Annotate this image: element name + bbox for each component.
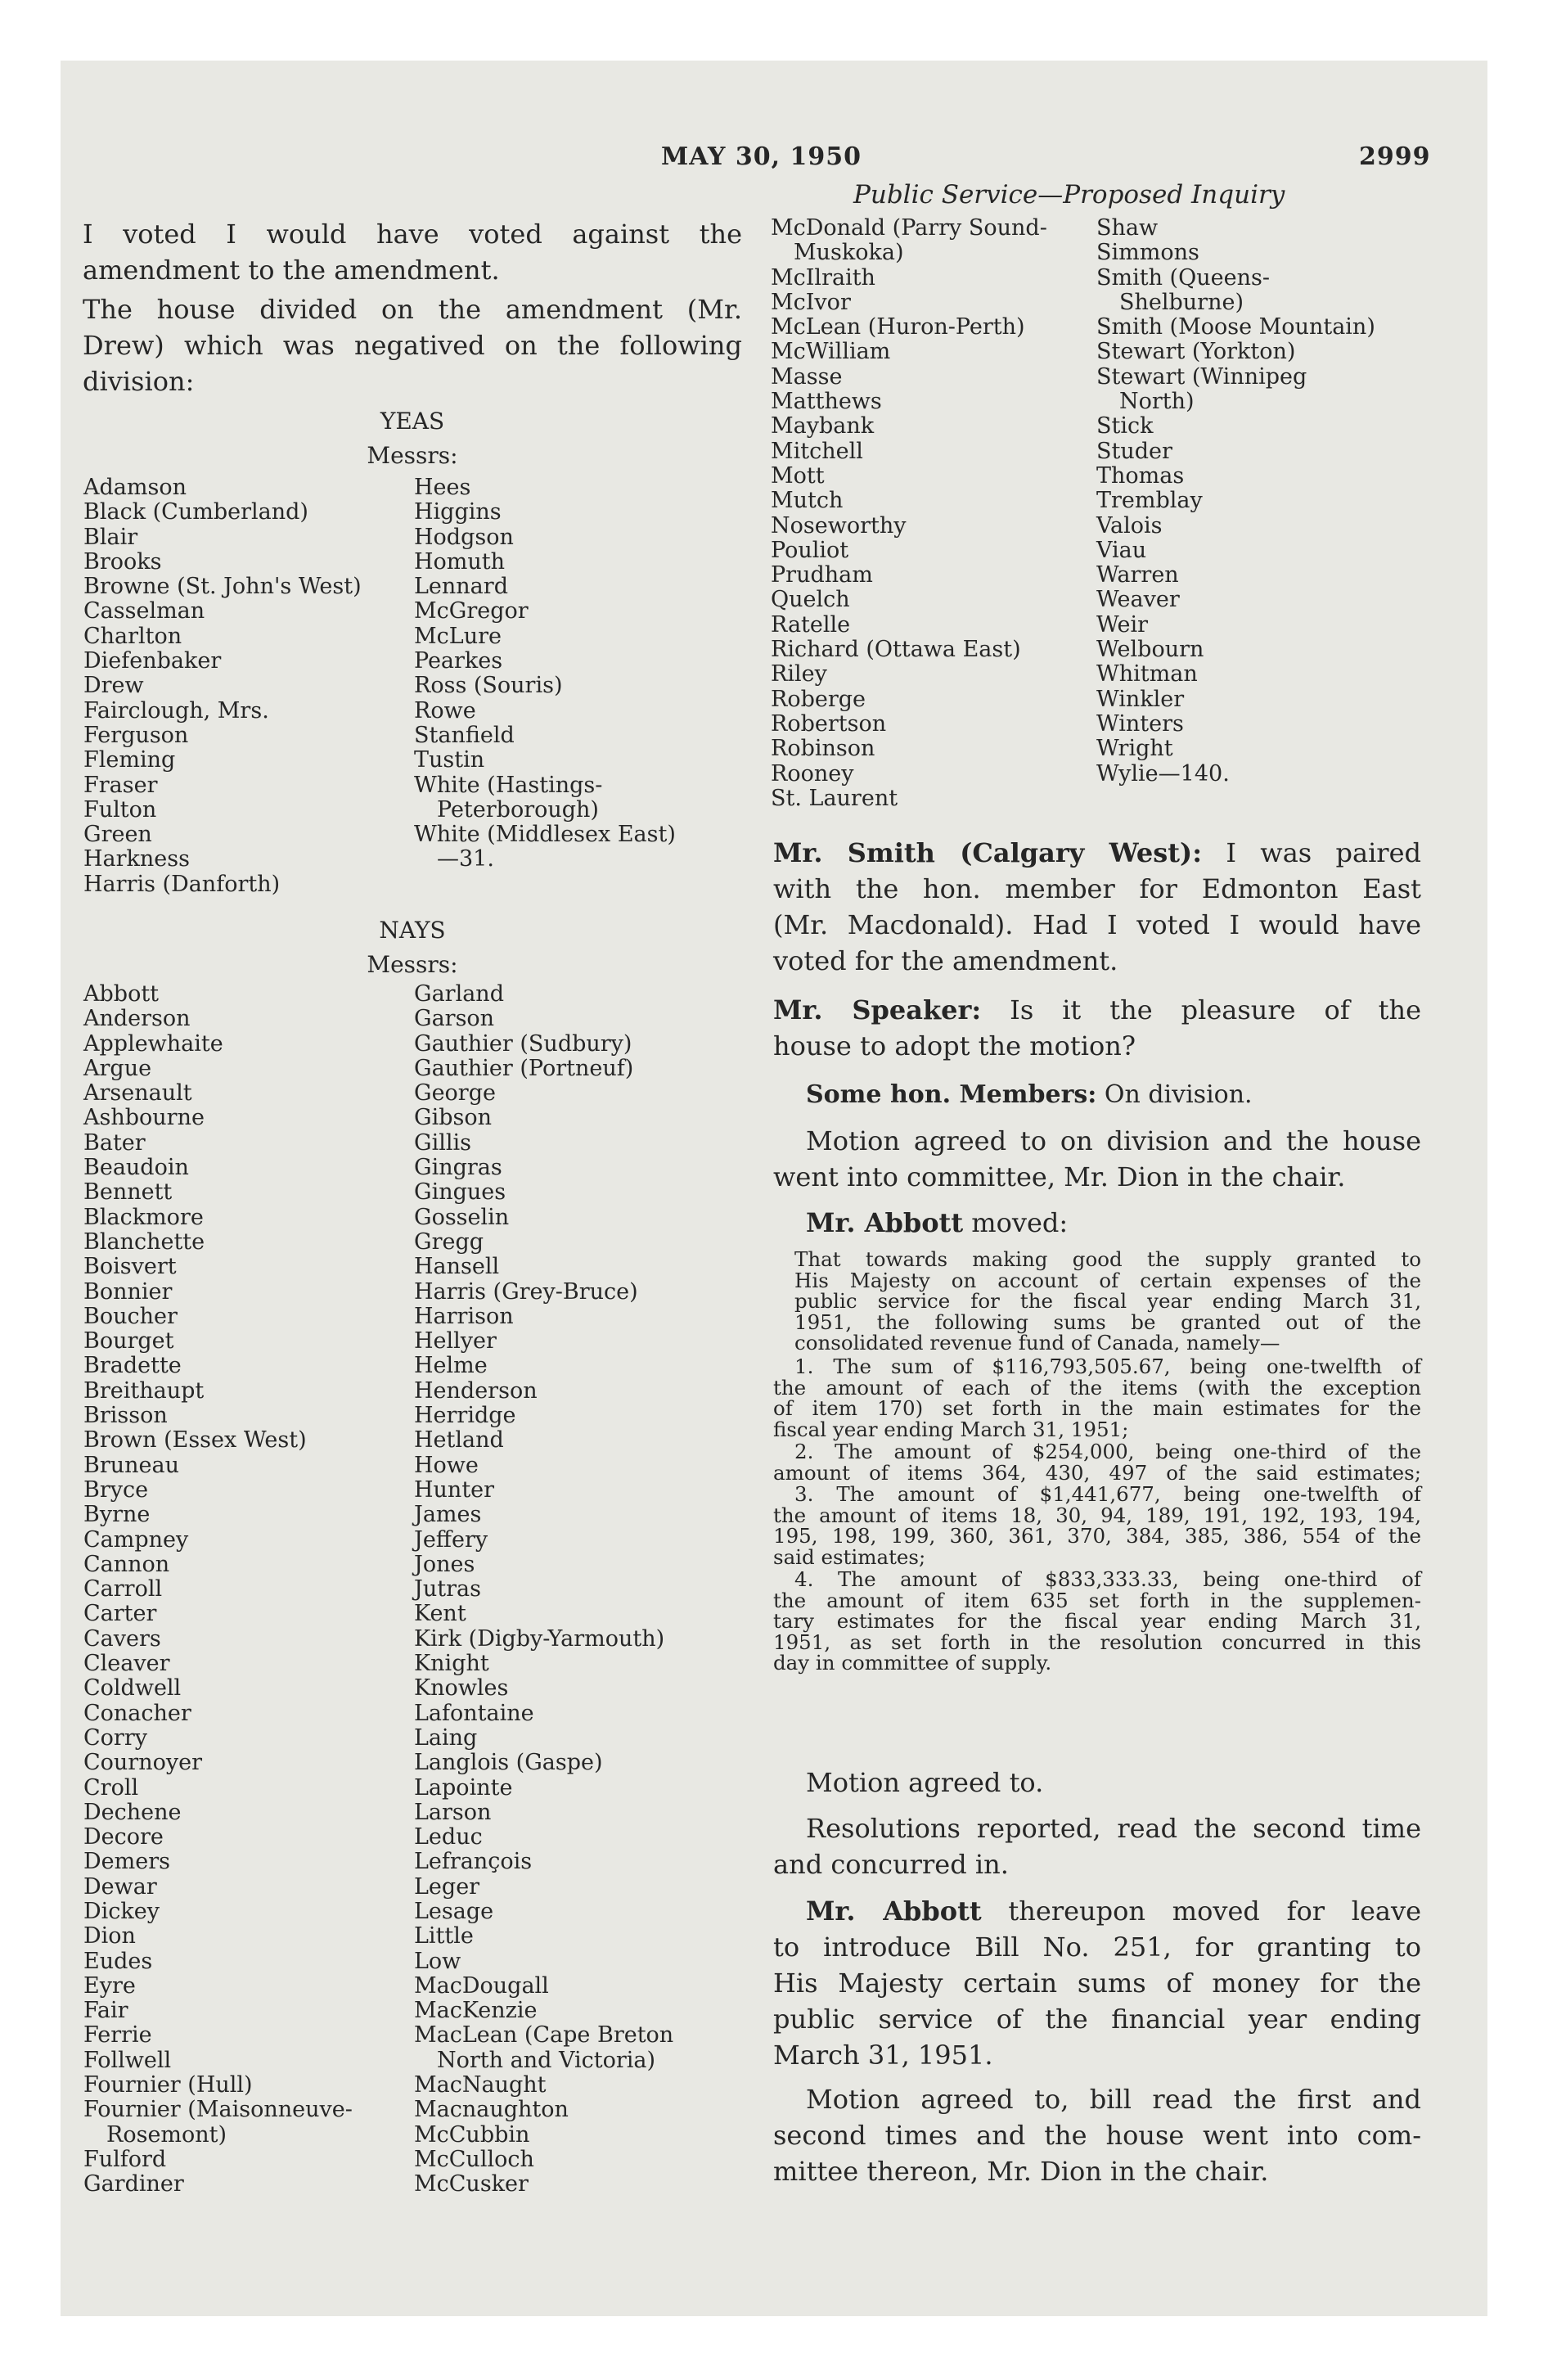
member-name: Knowles (414, 1675, 509, 1702)
yeas-heading: YEAS (380, 408, 445, 435)
member-name: Welbourn (1096, 637, 1204, 663)
member-name: Bonnier (83, 1278, 173, 1305)
member-name: Cavers (83, 1625, 161, 1652)
member-name: Mitchell (771, 438, 863, 464)
member-name: Winters (1096, 710, 1184, 737)
member-name: Valois (1096, 512, 1163, 539)
intro-paragraph (83, 216, 742, 288)
member-name: Corry (83, 1724, 147, 1751)
member-name: Lennard (414, 574, 508, 600)
speaker-line-1 (773, 992, 1421, 1028)
member-name: Brisson (83, 1403, 168, 1429)
member-name: Green (83, 822, 152, 848)
resolutions-line-1: Resolutions reported, read the second time (806, 1813, 1421, 1844)
member-name: Winkler (1096, 686, 1185, 712)
member-name: Stick (1096, 413, 1154, 439)
member-name: Dechene (83, 1799, 182, 1825)
resolution-intro-line: public service for the fiscal year ending March 31, (794, 1289, 1421, 1313)
nays-list-col3 (771, 216, 1047, 811)
speaker-paragraph (773, 992, 1421, 1064)
smith-line-1 (773, 835, 1421, 871)
member-name: —31. (437, 846, 494, 872)
nays-list-col2 (414, 982, 673, 2197)
member-name: Roberge (771, 686, 866, 712)
member-name: Campney (83, 1526, 189, 1553)
member-name: Ferrie (83, 2022, 152, 2049)
resolution-item-1 (773, 1356, 1421, 1440)
member-name: Gauthier (Sudbury) (414, 1030, 632, 1057)
member-name: Ratelle (771, 611, 851, 638)
member-name: Shaw (1096, 215, 1159, 241)
member-name: Gingras (414, 1155, 502, 1181)
resolution-item-line: 2. The amount of $254,000, being one-third of the (794, 1440, 1421, 1463)
member-name: Applewhaite (83, 1030, 223, 1057)
member-name: Homuth (414, 548, 506, 575)
member-name: Ross (Souris) (414, 673, 563, 699)
member-name: Hellyer (414, 1328, 497, 1355)
member-name: Fournier (Hull) (83, 2072, 253, 2098)
member-name: Conacher (83, 1700, 191, 1726)
member-name: Henderson (414, 1377, 538, 1404)
member-name: Leduc (414, 1824, 483, 1850)
nays-list-col1 (83, 982, 353, 2197)
member-name: Masse (771, 363, 843, 390)
speaker-line-2: house to adopt the motion? (773, 1030, 1136, 1062)
motion-agreed: Motion agreed to. (806, 1767, 1044, 1798)
yeas-list-right (414, 476, 676, 872)
resolution-intro (794, 1249, 1421, 1354)
resolution-item-line: day in committee of supply. (773, 1651, 1052, 1675)
member-name: Stewart (Yorkton) (1096, 339, 1296, 365)
member-name: Bennett (83, 1179, 173, 1206)
member-name: McIvor (771, 289, 851, 315)
member-name: Cournoyer (83, 1750, 202, 1776)
abbott-speaker: Mr. Abbott (806, 1207, 964, 1238)
member-name: Jutras (414, 1576, 481, 1602)
member-name: Fairclough, Mrs. (83, 697, 269, 723)
resolution-item-line: 3. The amount of $1,441,677, being one-twelfth of (794, 1482, 1421, 1506)
member-name: Boucher (83, 1303, 178, 1329)
page-number: 2999 (1359, 142, 1431, 171)
member-name: Cleaver (83, 1651, 170, 1677)
member-name: MacLean (Cape Breton (414, 2022, 674, 2049)
member-name: Jones (414, 1551, 475, 1577)
member-name: Casselman (83, 598, 205, 624)
division-line-3: division: (83, 366, 195, 397)
member-name: Mott (771, 462, 825, 489)
member-name: Byrne (83, 1502, 151, 1528)
member-name: MacDougall (414, 1972, 549, 1999)
member-name: Browne (St. John's West) (83, 574, 362, 600)
member-name: Fraser (83, 772, 158, 798)
member-name: Herridge (414, 1403, 516, 1429)
member-name: Leger (414, 1873, 480, 1900)
member-name: Arsenault (83, 1080, 192, 1107)
yeas-messrs: Messrs: (367, 442, 458, 469)
member-name: Wright (1096, 736, 1173, 762)
member-name: Gauthier (Portneuf) (414, 1055, 634, 1081)
member-name: Robertson (771, 710, 887, 737)
intro-line-2: amendment to the amendment. (83, 255, 500, 286)
member-name: McCubbin (414, 2121, 530, 2148)
resolution-item-line: said estimates; (773, 1544, 926, 1569)
resolution-item-line: 195, 198, 199, 360, 361, 370, 384, 385, 386, 554 of the (773, 1524, 1421, 1548)
member-name: Boisvert (83, 1254, 177, 1280)
member-name: Whitman (1096, 661, 1198, 687)
member-name: Pouliot (771, 537, 849, 563)
resolution-item-3 (773, 1484, 1421, 1567)
member-name: Bryce (83, 1476, 149, 1503)
member-name: Gillis (414, 1129, 471, 1156)
member-name: Croll (83, 1774, 139, 1801)
intro-line-1: I voted I would have voted against the (83, 219, 742, 250)
member-name: Low (414, 1948, 461, 1974)
resolution-item-line: the amount of items 18, 30, 94, 189, 191, 192, 193, 194, (773, 1503, 1421, 1527)
resolution-item-line: tary estimates for the fiscal year ending March 31, (773, 1609, 1421, 1633)
member-name: Breithaupt (83, 1377, 205, 1404)
member-name: Larson (414, 1799, 492, 1825)
smith-speaker: Mr. Smith (Calgary West): (773, 837, 1203, 868)
member-name: Lefrançois (414, 1849, 533, 1875)
member-name: McCulloch (414, 2146, 534, 2172)
member-name: Decore (83, 1824, 164, 1850)
member-name: Ferguson (83, 722, 189, 748)
members-speaker: Some hon. Members: (806, 1080, 1097, 1109)
member-name: Smith (Moose Mountain) (1096, 314, 1375, 340)
abbott-bill-line-3: His Majesty certain sums of money for the (773, 1968, 1421, 1999)
member-name: MacKenzie (414, 1998, 538, 2024)
member-name: Fournier (Maisonneuve- (83, 2097, 353, 2123)
member-name: Pearkes (414, 648, 503, 674)
member-name: Jeffery (414, 1526, 488, 1553)
nays-messrs: Messrs: (367, 951, 458, 978)
smith-line-3: (Mr. Macdonald). Had I voted I would have (773, 909, 1421, 940)
resolution-item-line: of item 170) set forth in the main estimates for the (773, 1396, 1421, 1420)
member-name: Mutch (771, 488, 844, 514)
member-name: Dickey (83, 1898, 160, 1924)
member-name: White (Middlesex East) (414, 822, 676, 848)
member-name: Stewart (Winnipeg (1096, 363, 1307, 390)
resolution-item-2 (773, 1441, 1421, 1483)
member-name: Bradette (83, 1353, 182, 1379)
member-name: Studer (1096, 438, 1172, 464)
member-name: Weir (1096, 611, 1149, 638)
member-name: Lapointe (414, 1774, 513, 1801)
member-name: Bater (83, 1129, 146, 1156)
member-name: McDonald (Parry Sound- (771, 215, 1047, 241)
abbott-bill-paragraph (773, 1893, 1421, 2073)
resolution-item-line: the amount of item 635 set forth in the supplemen- (773, 1588, 1421, 1612)
abbott-bill-text-1: thereupon moved for leave (1008, 1895, 1421, 1927)
member-name: Harris (Danforth) (83, 871, 281, 897)
member-name: Maybank (771, 413, 875, 439)
member-name: Gibson (414, 1105, 492, 1131)
division-paragraph (83, 291, 742, 399)
member-name: Langlois (Gaspe) (414, 1750, 603, 1776)
member-name: Lesage (414, 1898, 494, 1924)
member-name: Drew (83, 673, 144, 699)
member-name: Gregg (414, 1228, 484, 1255)
member-name: Little (414, 1923, 474, 1950)
member-name: Hetland (414, 1427, 504, 1454)
member-name: Diefenbaker (83, 648, 222, 674)
smith-paragraph (773, 835, 1421, 979)
member-name: Adamson (83, 475, 187, 500)
resolutions-line-2: and concurred in. (773, 1849, 1009, 1880)
member-name: Charlton (83, 623, 182, 649)
member-name: Ashbourne (83, 1105, 205, 1131)
member-name: Matthews (771, 389, 882, 415)
smith-line-2: with the hon. member for Edmonton East (773, 873, 1421, 904)
member-name: Peterborough) (437, 796, 599, 823)
member-name: Lafontaine (414, 1700, 534, 1726)
member-name: Simmons (1096, 240, 1199, 266)
member-name: Hunter (414, 1476, 495, 1503)
member-name: McWilliam (771, 339, 891, 365)
resolution-item-line: amount of items 364, 430, 497 of the said estimates; (773, 1460, 1421, 1485)
abbott-bill-line-1 (773, 1893, 1421, 1929)
resolution-intro-line: consolidated revenue fund of Canada, namely— (794, 1331, 1280, 1355)
member-name: Shelburne) (1119, 289, 1244, 315)
resolution-intro-line: His Majesty on account of certain expenses of the (794, 1268, 1421, 1292)
final-line-1: Motion agreed to, bill read the first and (806, 2084, 1421, 2115)
resolution-intro-line: That towards making good the supply granted to (794, 1247, 1421, 1271)
member-name: Stanfield (414, 722, 515, 748)
member-name: McLure (414, 623, 502, 649)
member-name: Macnaughton (414, 2097, 569, 2123)
abbott-bill-speaker: Mr. Abbott (806, 1895, 982, 1927)
member-name: Coldwell (83, 1675, 182, 1702)
member-name: Carter (83, 1601, 157, 1627)
member-name: Hansell (414, 1254, 500, 1280)
member-name: Higgins (414, 499, 502, 525)
member-name: Gosselin (414, 1204, 510, 1230)
abbott-moved-text: moved: (971, 1207, 1069, 1238)
member-name: Prudham (771, 562, 873, 588)
speaker-text-1: Is it the pleasure of the (1010, 994, 1422, 1025)
member-name: Noseworthy (771, 512, 907, 539)
member-name: Quelch (771, 587, 850, 613)
final-paragraph (773, 2081, 1421, 2189)
member-name: Demers (83, 1849, 170, 1875)
member-name: George (414, 1080, 496, 1107)
motion-paragraph (773, 1123, 1421, 1195)
member-name: McCusker (414, 2171, 529, 2197)
resolution-item-line: fiscal year ending March 31, 1951; (773, 1417, 1129, 1441)
member-name: Riley (771, 661, 827, 687)
member-name: Viau (1096, 537, 1147, 563)
member-name: Rooney (771, 760, 854, 787)
member-name: Kent (414, 1601, 466, 1627)
abbott-bill-line-2: to introduce Bill No. 251, for granting to (773, 1931, 1421, 1963)
member-name: Eudes (83, 1948, 153, 1974)
member-name: McIlraith (771, 264, 875, 291)
member-name: Abbott (83, 981, 160, 1007)
abbott-moved-paragraph (806, 1205, 1428, 1241)
division-line-2: Drew) which was negatived on the following (83, 330, 742, 361)
member-name: Wylie—140. (1096, 760, 1230, 787)
member-name: Rosemont) (106, 2121, 227, 2148)
member-name: Richard (Ottawa East) (771, 637, 1021, 663)
member-name: McGregor (414, 598, 529, 624)
running-title: Public Service—Proposed Inquiry (853, 180, 1285, 210)
member-name: Fair (83, 1998, 128, 2024)
member-name: Carroll (83, 1576, 163, 1602)
member-name: Fulton (83, 796, 157, 823)
member-name: Garson (414, 1006, 495, 1032)
member-name: Kirk (Digby-Yarmouth) (414, 1625, 665, 1652)
member-name: Tustin (414, 747, 485, 773)
member-name: MacNaught (414, 2072, 547, 2098)
member-name: Harris (Grey-Bruce) (414, 1278, 638, 1305)
member-name: Beaudoin (83, 1155, 189, 1181)
member-name: Fleming (83, 747, 176, 773)
member-name: Cannon (83, 1551, 170, 1577)
member-name: Gardiner (83, 2171, 184, 2197)
member-name: Garland (414, 981, 504, 1007)
motion-line-2: went into committee, Mr. Dion in the chair. (773, 1161, 1346, 1192)
member-name: Dewar (83, 1873, 157, 1900)
resolution-item-line: the amount of each of the items (with the exception (773, 1375, 1421, 1400)
member-name: Rowe (414, 697, 476, 723)
member-name: Smith (Queens- (1096, 264, 1270, 291)
member-name: Weaver (1096, 587, 1180, 613)
smith-text-1: I was paired (1226, 837, 1422, 868)
yeas-list-left (83, 476, 362, 897)
member-name: Blair (83, 524, 138, 550)
member-name: White (Hastings- (414, 772, 603, 798)
member-name: Thomas (1096, 462, 1185, 489)
members-text: On division. (1104, 1080, 1253, 1109)
member-name: Argue (83, 1055, 152, 1081)
smith-line-4: voted for the amendment. (773, 945, 1118, 976)
member-name: Hodgson (414, 524, 514, 550)
member-name: Helme (414, 1353, 488, 1379)
member-name: Knight (414, 1651, 489, 1677)
member-name: Dion (83, 1923, 136, 1950)
members-paragraph (806, 1077, 1428, 1113)
member-name: Eyre (83, 1972, 136, 1999)
page-date: MAY 30, 1950 (661, 142, 862, 171)
member-name: Blackmore (83, 1204, 204, 1230)
member-name: Bourget (83, 1328, 174, 1355)
member-name: Laing (414, 1724, 478, 1751)
member-name: Harrison (414, 1303, 514, 1329)
member-name: Howe (414, 1452, 479, 1478)
member-name: Tremblay (1096, 488, 1203, 514)
final-line-2: second times and the house went into com- (773, 2120, 1421, 2151)
resolution-item-line: 1. The sum of $116,793,505.67, being one-twelfth of (794, 1355, 1421, 1378)
resolution-item-4 (773, 1569, 1421, 1674)
speaker-name: Mr. Speaker: (773, 994, 982, 1025)
member-name: Brooks (83, 548, 162, 575)
member-name: St. Laurent (771, 785, 898, 811)
member-name: Anderson (83, 1006, 191, 1032)
member-name: Harkness (83, 846, 190, 872)
member-name: Fulford (83, 2146, 167, 2172)
resolution-intro-line: 1951, the following sums be granted out of the (794, 1309, 1421, 1334)
resolution-item-line: 4. The amount of $833,333.33, being one-third of (794, 1567, 1421, 1591)
member-name: Bruneau (83, 1452, 179, 1478)
member-name: Follwell (83, 2047, 172, 2073)
member-name: Gingues (414, 1179, 506, 1206)
member-name: North and Victoria) (437, 2047, 656, 2073)
resolutions-paragraph (773, 1810, 1421, 1882)
member-name: Hees (414, 475, 471, 500)
nays-list-col4 (1096, 216, 1375, 787)
member-name: Brown (Essex West) (83, 1427, 307, 1454)
member-name: Black (Cumberland) (83, 499, 308, 525)
abbott-bill-line-4: public service of the financial year ending (773, 2004, 1421, 2035)
member-name: North) (1119, 389, 1195, 415)
final-line-3: mittee thereon, Mr. Dion in the chair. (773, 2156, 1269, 2187)
resolution-item-line: 1951, as set forth in the resolution concurred in this (773, 1629, 1421, 1654)
division-line-1: The house divided on the amendment (Mr. (83, 294, 742, 325)
member-name: Warren (1096, 562, 1179, 588)
abbott-bill-line-5: March 31, 1951. (773, 2040, 993, 2071)
member-name: McLean (Huron-Perth) (771, 314, 1025, 340)
member-name: James (414, 1502, 482, 1528)
member-name: Robinson (771, 736, 875, 762)
member-name: Muskoka) (794, 240, 904, 266)
member-name: Blanchette (83, 1228, 205, 1255)
motion-line-1: Motion agreed to on division and the house (806, 1125, 1421, 1156)
nays-heading: NAYS (379, 917, 446, 944)
